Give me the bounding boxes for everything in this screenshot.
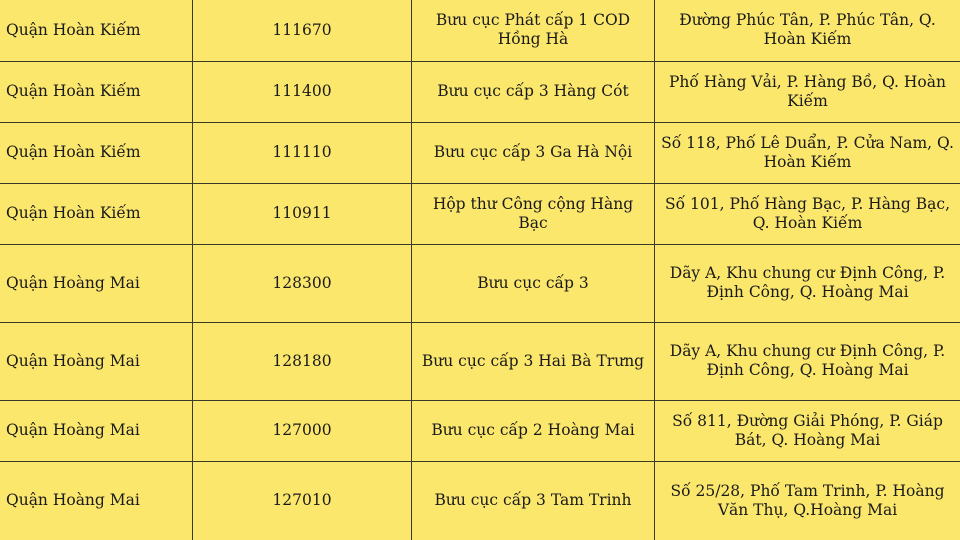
address-cell: Số 25/28, Phố Tam Trinh, P. Hoàng Văn Thụ, Q.Hoàng Mai: [655, 461, 960, 540]
address-cell: Dãy A, Khu chung cư Định Công, P. Định Công, Q. Hoàng Mai: [655, 322, 960, 400]
post-office-cell: Bưu cục cấp 3 Hàng Cót: [412, 61, 655, 122]
postal-code-cell: 111110: [193, 122, 412, 183]
post-office-cell: Bưu cục cấp 2 Hoàng Mai: [412, 400, 655, 461]
address-cell: Đường Phúc Tân, P. Phúc Tân, Q. Hoàn Kiếm: [655, 0, 960, 61]
post-office-cell: Hộp thư Công cộng Hàng Bạc: [412, 183, 655, 244]
table-row: [0, 400, 960, 461]
table-row: [0, 0, 960, 61]
district-cell: Quận Hoàn Kiếm: [0, 0, 193, 61]
table-row: [0, 183, 960, 244]
table-row: [0, 322, 960, 400]
address-cell: Phố Hàng Vải, P. Hàng Bồ, Q. Hoàn Kiếm: [655, 61, 960, 122]
district-cell: Quận Hoàn Kiếm: [0, 122, 193, 183]
table-row: [0, 461, 960, 540]
district-cell: Quận Hoàn Kiếm: [0, 183, 193, 244]
table-row: [0, 61, 960, 122]
postal-code-cell: 127010: [193, 461, 412, 540]
district-cell: Quận Hoàng Mai: [0, 461, 193, 540]
post-office-cell: Bưu cục cấp 3 Tam Trinh: [412, 461, 655, 540]
postal-code-cell: 111670: [193, 0, 412, 61]
postal-code-cell: 128300: [193, 244, 412, 322]
district-cell: Quận Hoàng Mai: [0, 400, 193, 461]
post-office-cell: Bưu cục Phát cấp 1 COD Hồng Hà: [412, 0, 655, 61]
postal-code-cell: 127000: [193, 400, 412, 461]
post-office-cell: Bưu cục cấp 3: [412, 244, 655, 322]
district-cell: Quận Hoàn Kiếm: [0, 61, 193, 122]
district-cell: Quận Hoàng Mai: [0, 322, 193, 400]
postal-code-cell: 128180: [193, 322, 412, 400]
table-row: [0, 244, 960, 322]
address-cell: Số 118, Phố Lê Duẩn, P. Cửa Nam, Q. Hoàn Kiếm: [655, 122, 960, 183]
address-cell: Số 101, Phố Hàng Bạc, P. Hàng Bạc, Q. Hoàn Kiếm: [655, 183, 960, 244]
address-cell: Dãy A, Khu chung cư Định Công, P. Định Công, Q. Hoàng Mai: [655, 244, 960, 322]
table-row: [0, 122, 960, 183]
postal-code-cell: 110911: [193, 183, 412, 244]
district-cell: Quận Hoàng Mai: [0, 244, 193, 322]
postal-code-cell: 111400: [193, 61, 412, 122]
post-office-cell: Bưu cục cấp 3 Ga Hà Nội: [412, 122, 655, 183]
address-cell: Số 811, Đường Giải Phóng, P. Giáp Bát, Q. Hoàng Mai: [655, 400, 960, 461]
post-office-cell: Bưu cục cấp 3 Hai Bà Trưng: [412, 322, 655, 400]
